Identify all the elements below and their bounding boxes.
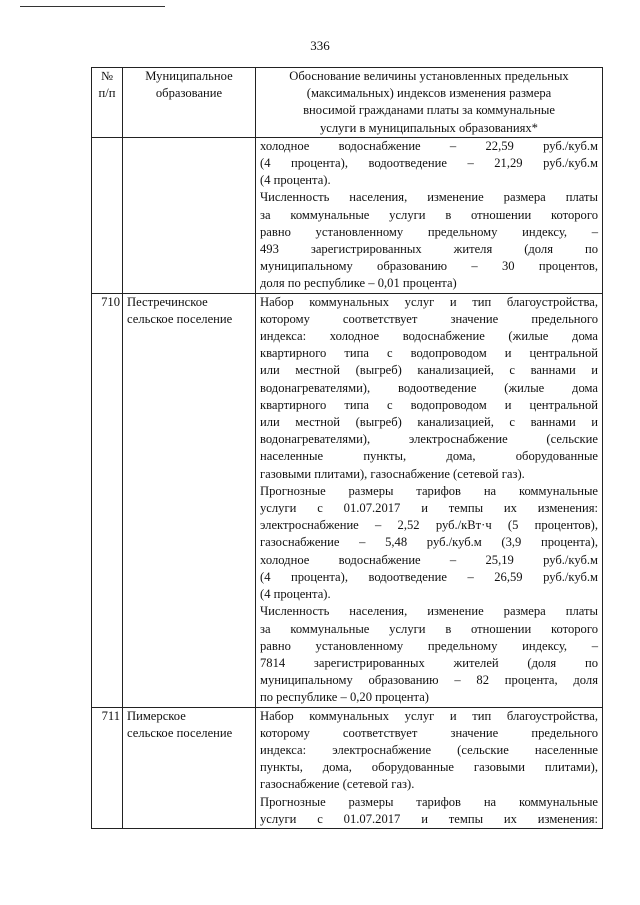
justification-line: услуги с 01.07.2017 и темпы их изменения: [260,501,598,516]
table-body [92,137,603,828]
table-header-row [92,68,603,138]
justification-line: которому соответствует значение предельного [260,311,598,326]
municipality-name-line: Пестречинское [127,294,208,309]
justification-line: квартирного типа с водопроводом и центральной [260,397,598,412]
justification-line: холодное водоснабжение – 22,59 руб./куб.м [260,138,598,153]
justification-line: (4 процента), водоотведение – 26,59 руб./куб.м [260,569,598,584]
justification-line: пункты, дома, оборудованные газовыми плитами), [260,760,598,775]
row-number [92,137,123,293]
justification-line: Численность населения, изменение размера платы [260,604,598,619]
justification-line: индекса: электроснабжение (сельские населенные [260,742,598,757]
justification-line: населенные пункты, дома, оборудованные [260,449,598,464]
justification-line: 7814 зарегистрированных жителей (доля по [260,655,598,670]
row-number: 710 [92,293,123,707]
page-number: 336 [310,38,330,53]
justification-line: муниципальному образованию – 82 процента, доля [260,673,598,688]
justification-line: по республике – 0,20 процента) [260,690,429,705]
table-row [92,707,603,828]
municipality-name-line: сельское поселение [127,311,233,326]
justification-line: Прогнозные размеры тарифов на коммунальные [260,794,598,809]
municipality-name-line: Пимерское [127,708,186,723]
justification-line: газоснабжение (сетевой газ). [260,777,415,792]
header-justification-line: услуги в муниципальных образованиях* [320,120,538,135]
justification-line: или местной (выгреб) канализацией, с ваннами и [260,363,598,378]
justification-line: (4 процента). [260,587,331,602]
tariff-table [91,67,603,829]
justification-line: равно установленному предельному индексу, – [260,638,598,653]
header-municipality-line: Муниципальное [145,69,233,83]
header-num-line: № [100,69,114,83]
justification-line: (4 процента), водоотведение – 21,29 руб./куб.м [260,156,598,171]
row-number: 711 [92,707,123,828]
justification-line: индекса: холодное водоснабжение (жилые дома [260,329,598,344]
justification-line: Численность населения, изменение размера платы [260,190,598,205]
justification-line: или местной (выгреб) канализацией, с ваннами и [260,415,598,430]
justification-line: водонагревателями), электроснабжение (сельские [260,432,598,447]
justification-line: услуги с 01.07.2017 и темпы их изменения: [260,811,598,826]
header-municipality [123,68,256,138]
table-row [92,137,603,293]
justification-line: (4 процента). [260,173,331,188]
justification-line: за коммунальные услуги в отношении которого [260,621,598,636]
justification-line: Прогнозные размеры тарифов на коммунальные [260,483,598,498]
municipality-name-line: сельское поселение [127,725,233,740]
header-justification-line: (максимальных) индексов изменения размера [306,86,552,101]
header-justification [256,68,603,138]
municipality-cell [123,137,256,293]
header-rule [20,6,165,7]
justification-cell [256,293,603,707]
justification-line: газоснабжение – 5,48 руб./куб.м (3,9 процента), [260,535,598,550]
justification-line: доля по республике – 0,01 процента) [260,276,457,291]
header-justification-line: вносимой гражданами платы за коммунальные [303,103,555,118]
justification-line: газовыми плитами), газоснабжение (сетевой газ). [260,466,525,481]
justification-line: квартирного типа с водопроводом и центральной [260,346,598,361]
justification-line: водонагревателями), водоотведение (жилые дома [260,380,598,395]
municipality-cell [123,293,256,707]
header-num [92,68,123,138]
header-num-line: п/п [98,86,116,101]
header-justification-line: Обоснование величины установленных предельных [289,69,569,83]
municipality-cell [123,707,256,828]
justification-line: 493 зарегистрированных жителя (доля по [260,242,598,257]
justification-line: Набор коммунальных услуг и тип благоустройства, [260,708,598,723]
justification-line: Набор коммунальных услуг и тип благоустройства, [260,294,598,309]
justification-line: за коммунальные услуги в отношении которого [260,207,598,222]
justification-line: холодное водоснабжение – 25,19 руб./куб.м [260,552,598,567]
header-municipality-line: образование [155,86,223,101]
justification-line: муниципальному образованию – 30 процентов, [260,259,598,274]
justification-line: электроснабжение – 2,52 руб./кВт·ч (5 процентов), [260,518,598,533]
justification-line: которому соответствует значение предельного [260,725,598,740]
justification-cell [256,137,603,293]
table-row [92,293,603,707]
justification-cell [256,707,603,828]
justification-line: равно установленному предельному индексу, – [260,224,598,239]
